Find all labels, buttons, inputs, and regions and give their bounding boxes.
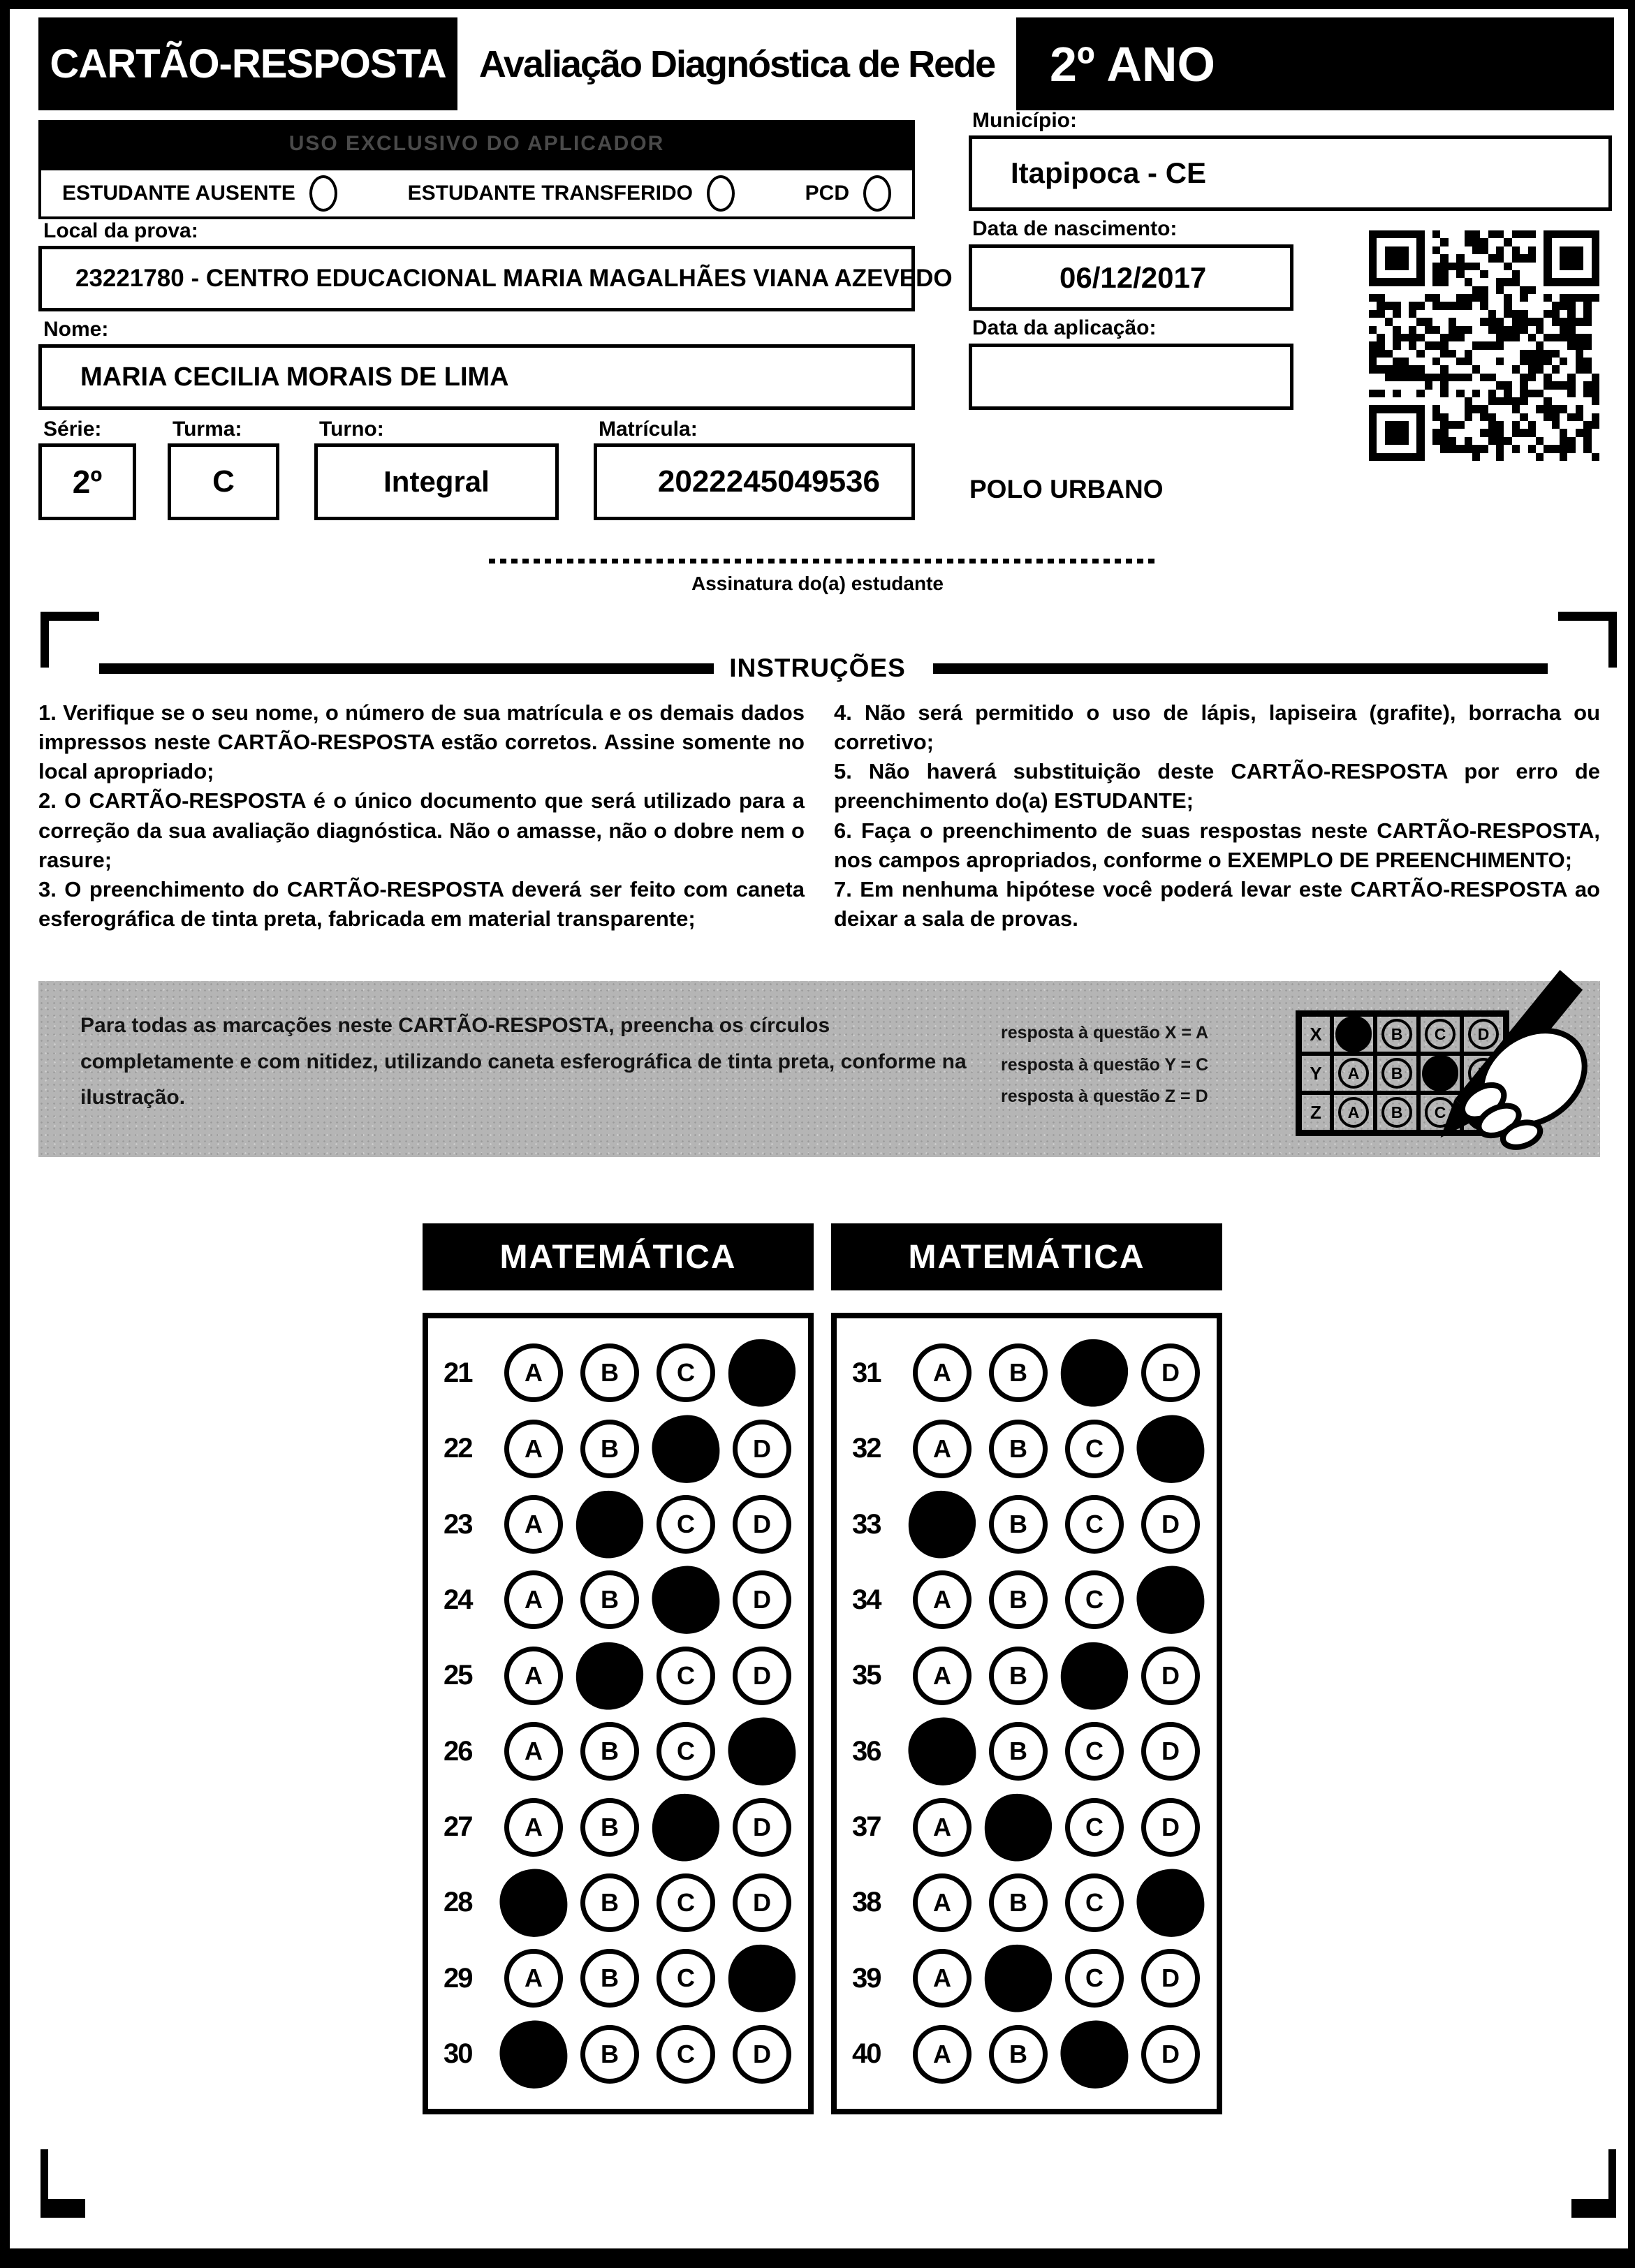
question-row <box>852 1798 1217 1857</box>
fill-example-banner <box>38 981 1600 1157</box>
answer-bubble-d[interactable]: D <box>733 2025 791 2084</box>
answer-bubble-a[interactable]: A <box>913 1570 972 1629</box>
fill-example-text: Para todas as marcações neste CARTÃO-RESPOSTA, preencha os círculos completamente e com nitidez, utilizando caneta esferográfica de tinta preta, conforme na ilustração. <box>80 1014 967 1110</box>
question-row <box>852 1420 1217 1478</box>
applicator-checkbox <box>408 175 735 212</box>
example-row-label: Z <box>1300 1093 1332 1132</box>
question-row <box>443 1873 808 1932</box>
question-number: 26 <box>443 1735 472 1767</box>
card-title: CARTÃO-RESPOSTA <box>38 17 457 110</box>
answer-bubble-d[interactable] <box>724 1714 799 1789</box>
answer-bubble-d[interactable]: D <box>1141 2025 1200 2084</box>
answer-bubble-c[interactable]: C <box>657 1722 715 1781</box>
question-number: 29 <box>443 1962 472 1994</box>
question-row <box>443 1343 808 1402</box>
question-number: 37 <box>852 1811 881 1843</box>
example-bubble-c: C <box>1425 1097 1456 1128</box>
applicator-bar: USO EXCLUSIVO DO APLICADOR <box>38 120 915 168</box>
example-cell <box>1332 1015 1375 1054</box>
answer-bubble-d[interactable]: D <box>1141 1495 1200 1554</box>
answer-bubble-d[interactable]: D <box>733 1798 791 1857</box>
answer-bubble-d[interactable]: D <box>733 1570 791 1629</box>
question-number: 30 <box>443 2038 472 2070</box>
answer-bubble-a[interactable]: A <box>913 1798 972 1857</box>
answer-bubble-c[interactable] <box>648 1411 723 1486</box>
example-bubble-b: B <box>1381 1097 1412 1128</box>
answer-bubble-d[interactable] <box>1133 1563 1208 1637</box>
applicator-checkbox <box>805 175 891 212</box>
answer-bubble-c[interactable]: C <box>657 1495 715 1554</box>
polo-label: POLO URBANO <box>969 475 1164 503</box>
applicator-checkbox-row <box>38 168 915 219</box>
question-number: 34 <box>852 1584 881 1615</box>
answer-bubble-d[interactable]: D <box>1141 1722 1200 1781</box>
question-row <box>443 1570 808 1629</box>
nome-label: Nome: <box>43 318 109 341</box>
answer-bubble-c[interactable]: C <box>1065 1495 1124 1554</box>
matricula-value: 2022245049536 <box>594 443 915 520</box>
instructions-left-column <box>38 698 805 934</box>
answer-bubble-b[interactable]: B <box>989 2025 1048 2084</box>
question-row <box>443 2025 808 2084</box>
question-row <box>852 1873 1217 1932</box>
answer-bubble-a[interactable]: A <box>504 1570 563 1629</box>
answer-bubble-c[interactable] <box>1058 1336 1131 1410</box>
checkbox-circle[interactable] <box>309 175 337 212</box>
answer-bubble-a[interactable]: A <box>913 2025 972 2084</box>
answer-bubble-d[interactable]: D <box>1141 1949 1200 2008</box>
instruction-item: 5. Não haverá substituição deste CARTÃO-RESPOSTA por erro de preenchimento do(a) ESTUDANTE; <box>834 759 1600 813</box>
checkbox-label: ESTUDANTE TRANSFERIDO <box>407 182 693 205</box>
signature-label: Assinatura do(a) estudante <box>691 573 944 594</box>
question-number: 39 <box>852 1962 881 1994</box>
matricula-label: Matrícula: <box>599 418 698 441</box>
answer-bubble-c[interactable] <box>650 1790 723 1864</box>
answer-bubble-c[interactable]: C <box>657 1873 715 1932</box>
question-number: 31 <box>852 1357 881 1388</box>
answer-bubble-b[interactable]: B <box>989 1570 1048 1629</box>
question-number: 27 <box>443 1811 472 1843</box>
turno-value: Integral <box>314 443 559 520</box>
answer-bubble-b[interactable]: B <box>989 1873 1048 1932</box>
corner-mark-bottom-right <box>1571 2149 1616 2218</box>
answer-bubble-b[interactable]: B <box>580 2025 639 2084</box>
question-number: 28 <box>443 1887 472 1918</box>
example-bubble-b: B <box>1381 1058 1412 1089</box>
question-row <box>443 1722 808 1781</box>
instructions-right-column <box>834 698 1600 934</box>
checkbox-label: PCD <box>805 182 849 205</box>
answer-bubble-a[interactable] <box>904 1714 979 1789</box>
page-border-right <box>1628 0 1635 2268</box>
example-note: resposta à questão Y = C <box>1001 1054 1209 1075</box>
instructions-title: INSTRUÇÕES <box>729 654 906 682</box>
question-number: 25 <box>443 1660 472 1691</box>
answer-bubble-d[interactable]: D <box>733 1420 791 1478</box>
answer-bubble-b[interactable]: B <box>580 1722 639 1781</box>
question-number: 23 <box>443 1508 472 1540</box>
answer-bubble-c[interactable]: C <box>1065 1570 1124 1629</box>
answer-bubble-c[interactable]: C <box>1065 1949 1124 2008</box>
answer-bubble-a[interactable]: A <box>913 1873 972 1932</box>
question-number: 40 <box>852 2038 881 2070</box>
answer-bubble-c[interactable]: C <box>1065 1798 1124 1857</box>
question-number: 22 <box>443 1433 472 1464</box>
answer-bubble-b[interactable] <box>982 1790 1055 1864</box>
question-row <box>443 1495 808 1554</box>
answer-bubble-d[interactable]: D <box>1141 1647 1200 1705</box>
question-row <box>852 2025 1217 2084</box>
answer-bubble-a[interactable]: A <box>504 1798 563 1857</box>
answer-bubble-d[interactable]: D <box>1141 1798 1200 1857</box>
instruction-item: 1. Verifique se o seu nome, o número de sua matrícula e os demais dados impressos neste CARTÃO-RESPOSTA estão corretos. Assine somente no local apropriado; <box>38 700 805 784</box>
example-bubble-a: A <box>1338 1097 1369 1128</box>
answer-bubble-b[interactable] <box>573 1488 647 1561</box>
answer-bubble-b[interactable]: B <box>580 1873 639 1932</box>
answer-bubble-a[interactable] <box>496 2017 571 2091</box>
answer-bubble-a[interactable]: A <box>504 1722 563 1781</box>
instruction-item: 3. O preenchimento do CARTÃO-RESPOSTA deverá ser feito com caneta esferográfica de tinta preta, fabricada em material transparente; <box>38 876 805 932</box>
checkbox-label: ESTUDANTE AUSENTE <box>62 182 295 205</box>
answer-bubble-b[interactable]: B <box>580 1798 639 1857</box>
corner-mark-bottom-left <box>41 2149 85 2218</box>
answer-bubble-c[interactable]: C <box>657 1647 715 1705</box>
section-header-matematica-1: MATEMÁTICA <box>423 1223 814 1290</box>
instruction-item: 4. Não será permitido o uso de lápis, lapiseira (grafite), borracha ou corretivo; <box>834 700 1600 755</box>
instruction-item: 2. O CARTÃO-RESPOSTA é o único documento que será utilizado para a correção da sua avaliação diagnóstica. Não o amasse, não o dobre nem o rasure; <box>38 788 805 872</box>
question-row <box>852 1570 1217 1629</box>
instruction-item: 7. Em nenhuma hipótese você poderá levar este CARTÃO-RESPOSTA ao deixar a sala de provas. <box>834 876 1600 932</box>
answer-bubble-b[interactable] <box>982 1942 1055 2015</box>
question-row <box>443 1647 808 1705</box>
example-bubble-a: A <box>1338 1058 1369 1089</box>
answer-bubble-c[interactable] <box>1057 2017 1131 2091</box>
question-row <box>443 1420 808 1478</box>
answer-bubble-a[interactable]: A <box>504 1420 563 1478</box>
answer-bubble-d[interactable]: D <box>733 1647 791 1705</box>
turma-value: C <box>168 443 279 520</box>
answer-bubble-c[interactable]: C <box>1065 1722 1124 1781</box>
answer-bubble-d[interactable] <box>726 1942 799 2015</box>
example-notes <box>1001 1017 1208 1113</box>
answer-bubble-a[interactable] <box>496 1865 571 1940</box>
question-number: 36 <box>852 1735 881 1767</box>
question-row <box>852 1647 1217 1705</box>
example-note: resposta à questão Z = D <box>1001 1087 1208 1106</box>
answer-bubble-d[interactable] <box>1133 1411 1208 1486</box>
answer-bubble-a[interactable]: A <box>504 1343 563 1402</box>
aplicacao-field[interactable] <box>969 344 1293 410</box>
page-border-top <box>0 0 1635 9</box>
answer-bubble-d[interactable]: D <box>733 1495 791 1554</box>
question-number: 24 <box>443 1584 472 1615</box>
question-number: 33 <box>852 1508 881 1540</box>
grade-badge: 2º ANO <box>1016 17 1614 110</box>
turno-label: Turno: <box>319 418 384 441</box>
answer-grid <box>831 1313 1222 2114</box>
answer-bubble-a[interactable]: A <box>913 1343 972 1402</box>
page-border-left <box>0 0 10 2268</box>
answer-bubble-d[interactable]: D <box>733 1873 791 1932</box>
answer-bubble-a[interactable]: A <box>504 1949 563 2008</box>
answer-bubble-c[interactable] <box>1058 1639 1131 1712</box>
answer-bubble-c[interactable]: C <box>1065 1420 1124 1478</box>
answer-bubble-c[interactable]: C <box>657 2025 715 2084</box>
question-row <box>852 1343 1217 1402</box>
card-subtitle: Avaliação Diagnóstica de Rede <box>457 17 1016 110</box>
answer-bubble-d[interactable] <box>1133 1865 1208 1940</box>
answer-bubble-c[interactable] <box>648 1563 723 1637</box>
answer-bubble-c[interactable]: C <box>657 1949 715 2008</box>
aplicacao-label: Data da aplicação: <box>972 316 1157 339</box>
question-number: 38 <box>852 1887 881 1918</box>
answer-bubble-b[interactable]: B <box>580 1949 639 2008</box>
local-prova-label: Local da prova: <box>43 219 198 242</box>
hand-pen-illustration <box>1391 970 1607 1169</box>
answer-bubble-b[interactable]: B <box>580 1570 639 1629</box>
answer-bubble-d[interactable]: D <box>1141 1343 1200 1402</box>
municipio-value: Itapipoca - CE <box>969 135 1612 211</box>
example-cell <box>1332 1054 1375 1093</box>
signature-line[interactable] <box>489 559 1159 564</box>
example-cell <box>1332 1093 1375 1132</box>
serie-label: Série: <box>43 418 102 441</box>
question-number: 35 <box>852 1660 881 1691</box>
municipio-label: Município: <box>972 109 1077 132</box>
question-row <box>852 1495 1217 1554</box>
answer-bubble-c[interactable]: C <box>657 1343 715 1402</box>
question-row <box>443 1949 808 2008</box>
checkbox-circle[interactable] <box>707 175 735 212</box>
page-border-bottom <box>0 2248 1635 2268</box>
example-note: resposta à questão X = A <box>1001 1023 1209 1043</box>
nascimento-value: 06/12/2017 <box>969 244 1293 311</box>
example-row-label: Y <box>1300 1054 1332 1093</box>
example-row-label: X <box>1300 1015 1332 1054</box>
question-row <box>852 1722 1217 1781</box>
question-number: 21 <box>443 1357 472 1388</box>
question-row <box>852 1949 1217 2008</box>
example-bubble-b: B <box>1381 1019 1412 1050</box>
turma-label: Turma: <box>173 418 242 441</box>
answer-bubble-d[interactable] <box>726 1336 799 1410</box>
answer-bubble-b[interactable]: B <box>580 1343 639 1402</box>
answer-bubble-a[interactable]: A <box>504 1495 563 1554</box>
example-bubble-d: D <box>1468 1019 1499 1050</box>
example-bubble-c: C <box>1425 1019 1456 1050</box>
answer-bubble-c[interactable]: C <box>1065 1873 1124 1932</box>
answer-bubble-b[interactable]: B <box>989 1722 1048 1781</box>
answer-bubble-a[interactable]: A <box>913 1420 972 1478</box>
section-header-matematica-2: MATEMÁTICA <box>831 1223 1222 1290</box>
answer-bubble-b[interactable]: B <box>989 1647 1048 1705</box>
answer-bubble-a[interactable]: A <box>913 1647 972 1705</box>
example-bubble-a <box>1335 1016 1372 1052</box>
serie-value: 2º <box>38 443 136 520</box>
answer-bubble-b[interactable]: B <box>989 1420 1048 1478</box>
answer-bubble-a[interactable]: A <box>913 1949 972 2008</box>
checkbox-circle[interactable] <box>863 175 891 212</box>
answer-bubble-b[interactable]: B <box>989 1343 1048 1402</box>
answer-bubble-a[interactable] <box>906 1488 979 1561</box>
answer-grid <box>423 1313 814 2114</box>
answer-bubble-b[interactable]: B <box>989 1495 1048 1554</box>
qr-code <box>1369 230 1599 461</box>
applicator-checkbox <box>62 175 337 212</box>
instructions <box>38 698 1600 934</box>
question-number: 32 <box>852 1433 881 1464</box>
instruction-item: 6. Faça o preenchimento de suas respostas neste CARTÃO-RESPOSTA, nos campos apropriados, conforme o EXEMPLO DE PREENCHIMENTO; <box>834 818 1600 872</box>
nome-value: MARIA CECILIA MORAIS DE LIMA <box>38 344 915 410</box>
question-row <box>443 1798 808 1857</box>
nascimento-label: Data de nascimento: <box>972 217 1178 240</box>
answer-bubble-b[interactable] <box>573 1639 647 1712</box>
answer-bubble-b[interactable]: B <box>580 1420 639 1478</box>
answer-bubble-a[interactable]: A <box>504 1647 563 1705</box>
local-prova-value: 23221780 - CENTRO EDUCACIONAL MARIA MAGALHÃES VIANA AZEVEDO <box>38 246 915 311</box>
